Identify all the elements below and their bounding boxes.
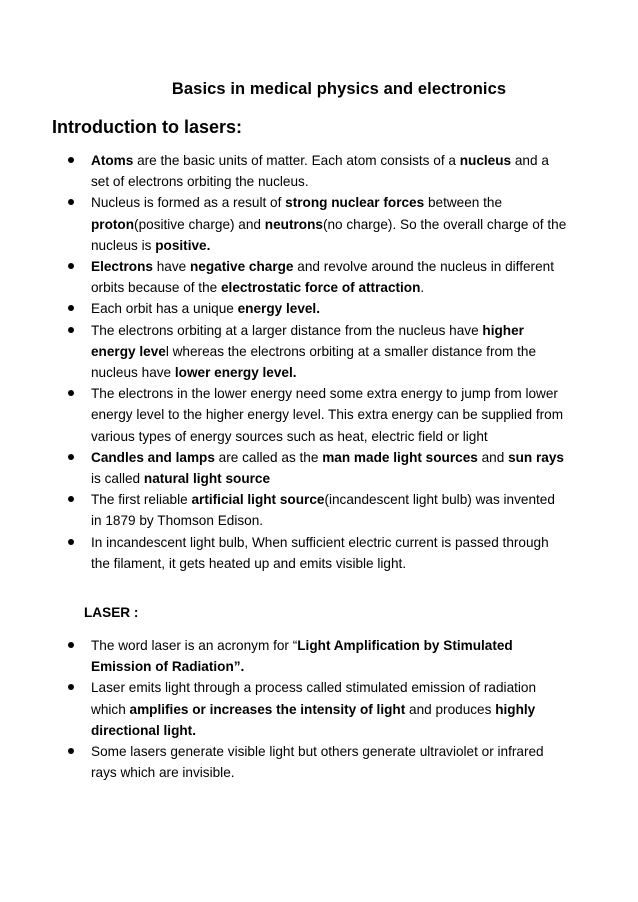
list-item <box>68 489 568 531</box>
page-title: Basics in medical physics and electronics <box>171 80 507 98</box>
text-run: l whereas the electrons orbiting at a smaller distance from the nucleus have <box>91 343 537 381</box>
laser-bullet-list <box>68 635 568 783</box>
text-run: (incandescent light bulb) was invented in 1879 by Thomson Edison. <box>91 492 555 529</box>
introduction-bullet-list <box>68 150 568 574</box>
bullet-icon <box>68 642 74 648</box>
list-item <box>68 150 568 192</box>
bullet-icon <box>68 199 74 205</box>
section-heading-introduction: Introduction to lasers: <box>52 117 243 137</box>
bold-text: artificial light source <box>191 492 325 508</box>
text-run: and <box>477 449 509 465</box>
list-item <box>68 320 568 384</box>
bold-text: highly directional light. <box>91 701 536 738</box>
list-item <box>68 677 568 741</box>
list-item <box>68 532 568 574</box>
bullet-icon <box>68 684 74 690</box>
bullet-icon <box>68 748 74 754</box>
bold-text: energy level. <box>237 301 320 317</box>
bold-text: Atoms <box>91 153 134 168</box>
bold-text: proton <box>91 216 135 232</box>
bold-text: neutrons <box>264 216 323 232</box>
text-run: and a set of electrons orbiting the nucleus. <box>91 153 549 190</box>
text-run: The first reliable <box>91 492 192 508</box>
text-run: Some lasers generate visible light but others generate ultraviolet or infrared rays which are invisible. <box>91 744 544 781</box>
bold-text: sun rays <box>508 449 564 465</box>
text-run: have <box>152 259 190 275</box>
text-run: are called as the <box>214 449 323 465</box>
bullet-icon <box>68 390 74 396</box>
text-run: are the basic units of matter. Each atom consists of a <box>133 153 460 168</box>
bullet-icon <box>68 539 74 545</box>
list-item <box>68 447 568 489</box>
bullet-icon <box>68 454 74 460</box>
text-run: and produces <box>405 701 496 717</box>
text-run: Laser emits light through a process called stimulated emission of radiation which <box>91 680 537 717</box>
text-run: (positive charge) and <box>134 216 265 232</box>
list-item <box>68 383 568 447</box>
text-run: between the <box>424 195 503 211</box>
bold-text: man made light sources <box>322 449 478 465</box>
section-heading-laser: LASER : <box>84 605 139 620</box>
bold-text: electrostatic force of attraction <box>220 280 421 296</box>
list-item <box>68 635 568 677</box>
text-run: (no charge). So the overall charge of the nucleus is <box>91 216 567 253</box>
bullet-icon <box>68 263 74 269</box>
text-run: Nucleus is formed as a result of <box>91 195 286 211</box>
text-run: . <box>420 280 425 296</box>
bold-text: positive. <box>155 237 211 253</box>
text-run: and revolve around the nucleus in different orbits because of the <box>91 259 554 296</box>
text-run: is called <box>91 471 144 487</box>
bullet-icon <box>68 305 74 311</box>
bold-text: higher energy leve <box>91 322 524 359</box>
text-run: The electrons orbiting at a larger distance from the nucleus have <box>91 322 483 338</box>
text-run: The word laser is an acronym for “ <box>91 638 298 653</box>
bullet-icon <box>68 496 74 502</box>
text-run: The electrons in the lower energy need some extra energy to jump from lower energy level to the higher energy level. This extra energy can be supplied from various types of energy sources such as heat, electric field or light <box>91 386 564 444</box>
list-item <box>68 298 568 319</box>
bold-text: natural light source <box>143 471 271 487</box>
list-item <box>68 192 568 256</box>
bullet-icon <box>68 157 74 163</box>
bold-text: strong nuclear forces <box>285 195 425 211</box>
bold-text: Candles and lamps <box>91 449 215 465</box>
list-item <box>68 741 568 783</box>
bold-text: nucleus <box>459 153 512 168</box>
bullet-icon <box>68 327 74 333</box>
list-item <box>68 256 568 298</box>
bold-text: negative charge <box>189 259 294 275</box>
text-run: In incandescent light bulb, When sufficient electric current is passed through the filament, it gets heated up and emits visible light. <box>91 534 549 571</box>
bold-text: amplifies or increases the intensity of light <box>129 701 406 717</box>
bold-text: lower energy level. <box>174 365 297 381</box>
bold-text: Light Amplification by Stimulated Emission of Radiation”. <box>91 638 513 675</box>
bold-text: Electrons <box>91 259 153 275</box>
text-run: Each orbit has a unique <box>91 301 238 317</box>
